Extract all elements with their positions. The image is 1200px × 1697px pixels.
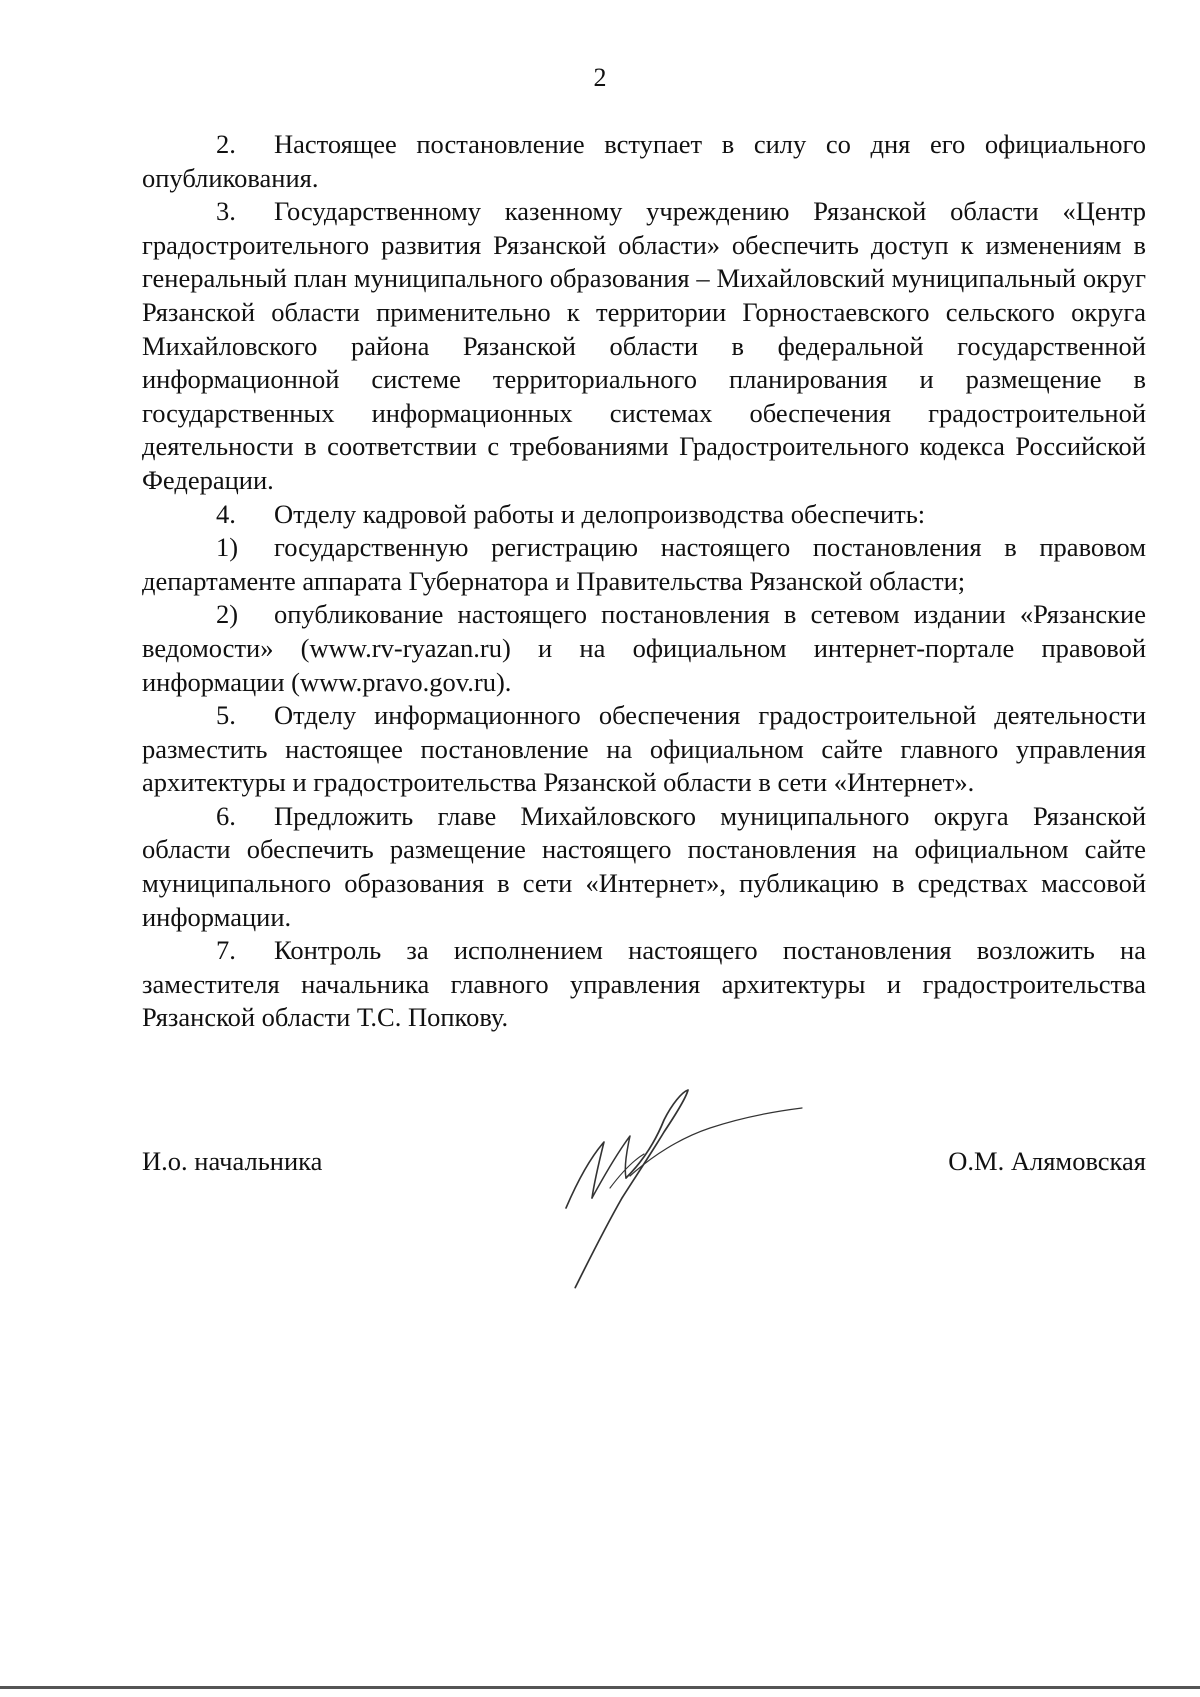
paragraph-number: 4. (216, 498, 236, 529)
handwritten-signature (560, 1080, 820, 1300)
page-bottom-edge (0, 1686, 1200, 1689)
signer-position: И.о. начальника (142, 1146, 323, 1176)
paragraph-text: Контроль за исполнением настоящего постановления возложить на заместителя начальника главного управления архитектуры и градостроительства Рязанской области Т.С. Попкову. (142, 935, 1146, 1033)
page-number: 2 (593, 63, 607, 92)
paragraph-6 (142, 800, 1146, 934)
paragraph-7 (142, 934, 1146, 1035)
paragraph-number: 7. (216, 935, 236, 966)
paragraph-5 (142, 699, 1146, 800)
paragraph-2 (142, 128, 1146, 195)
paragraph-4-2 (142, 598, 1146, 699)
paragraph-3 (142, 195, 1146, 497)
paragraph-number: 6. (216, 800, 236, 831)
paragraph-text: государственную регистрацию настоящего постановления в правовом департаменте аппарата Губернатора и Правительства Рязанской области; (142, 532, 1146, 596)
paragraph-number: 3. (216, 196, 236, 227)
paragraph-text: опубликование настоящего постановления в сетевом издании «Рязанские ведомости» (www.rv-ryazan.ru) и на официальном интернет-портале правовой информации (www.pravo.gov.ru). (142, 599, 1146, 697)
paragraph-number: 5. (216, 700, 236, 731)
document-body (142, 128, 1146, 1035)
paragraph-4 (142, 498, 1146, 532)
paragraph-text: Государственному казенному учреждению Рязанской области «Центр градостроительного развития Рязанской области» обеспечить доступ к изменениям в генеральный план муниципального образования – Михайловский муниципальный округ Рязанской области применительно к территории Горностаевского сельского округа Михайловского района Рязанской области в федеральной государственной информационной системе территориального планирования и размещение в государственных информационных системах обеспечения градостроительной деятельности в соответствии с требованиями Градостроительного кодекса Российской Федерации. (142, 196, 1146, 495)
paragraph-number: 1) (216, 532, 239, 563)
signer-name: О.М. Алямовская (948, 1146, 1146, 1176)
paragraph-number: 2) (216, 599, 239, 630)
paragraph-4-1 (142, 531, 1146, 598)
paragraph-text: Настоящее постановление вступает в силу со дня его официального опубликования. (142, 129, 1146, 193)
paragraph-text: Отделу кадровой работы и делопроизводства обеспечить: (274, 498, 926, 529)
paragraph-text: Предложить главе Михайловского муниципального округа Рязанской области обеспечить размещение настоящего постановления на официальном сайте муниципального образования в сети «Интернет», публикацию в средствах массовой информации. (142, 800, 1146, 932)
paragraph-number: 2. (216, 129, 236, 159)
paragraph-text: Отделу информационного обеспечения градостроительной деятельности разместить настоящее постановление на официальном сайте главного управления архитектуры и градостроительства Рязанской области в сети «Интернет». (142, 700, 1146, 798)
